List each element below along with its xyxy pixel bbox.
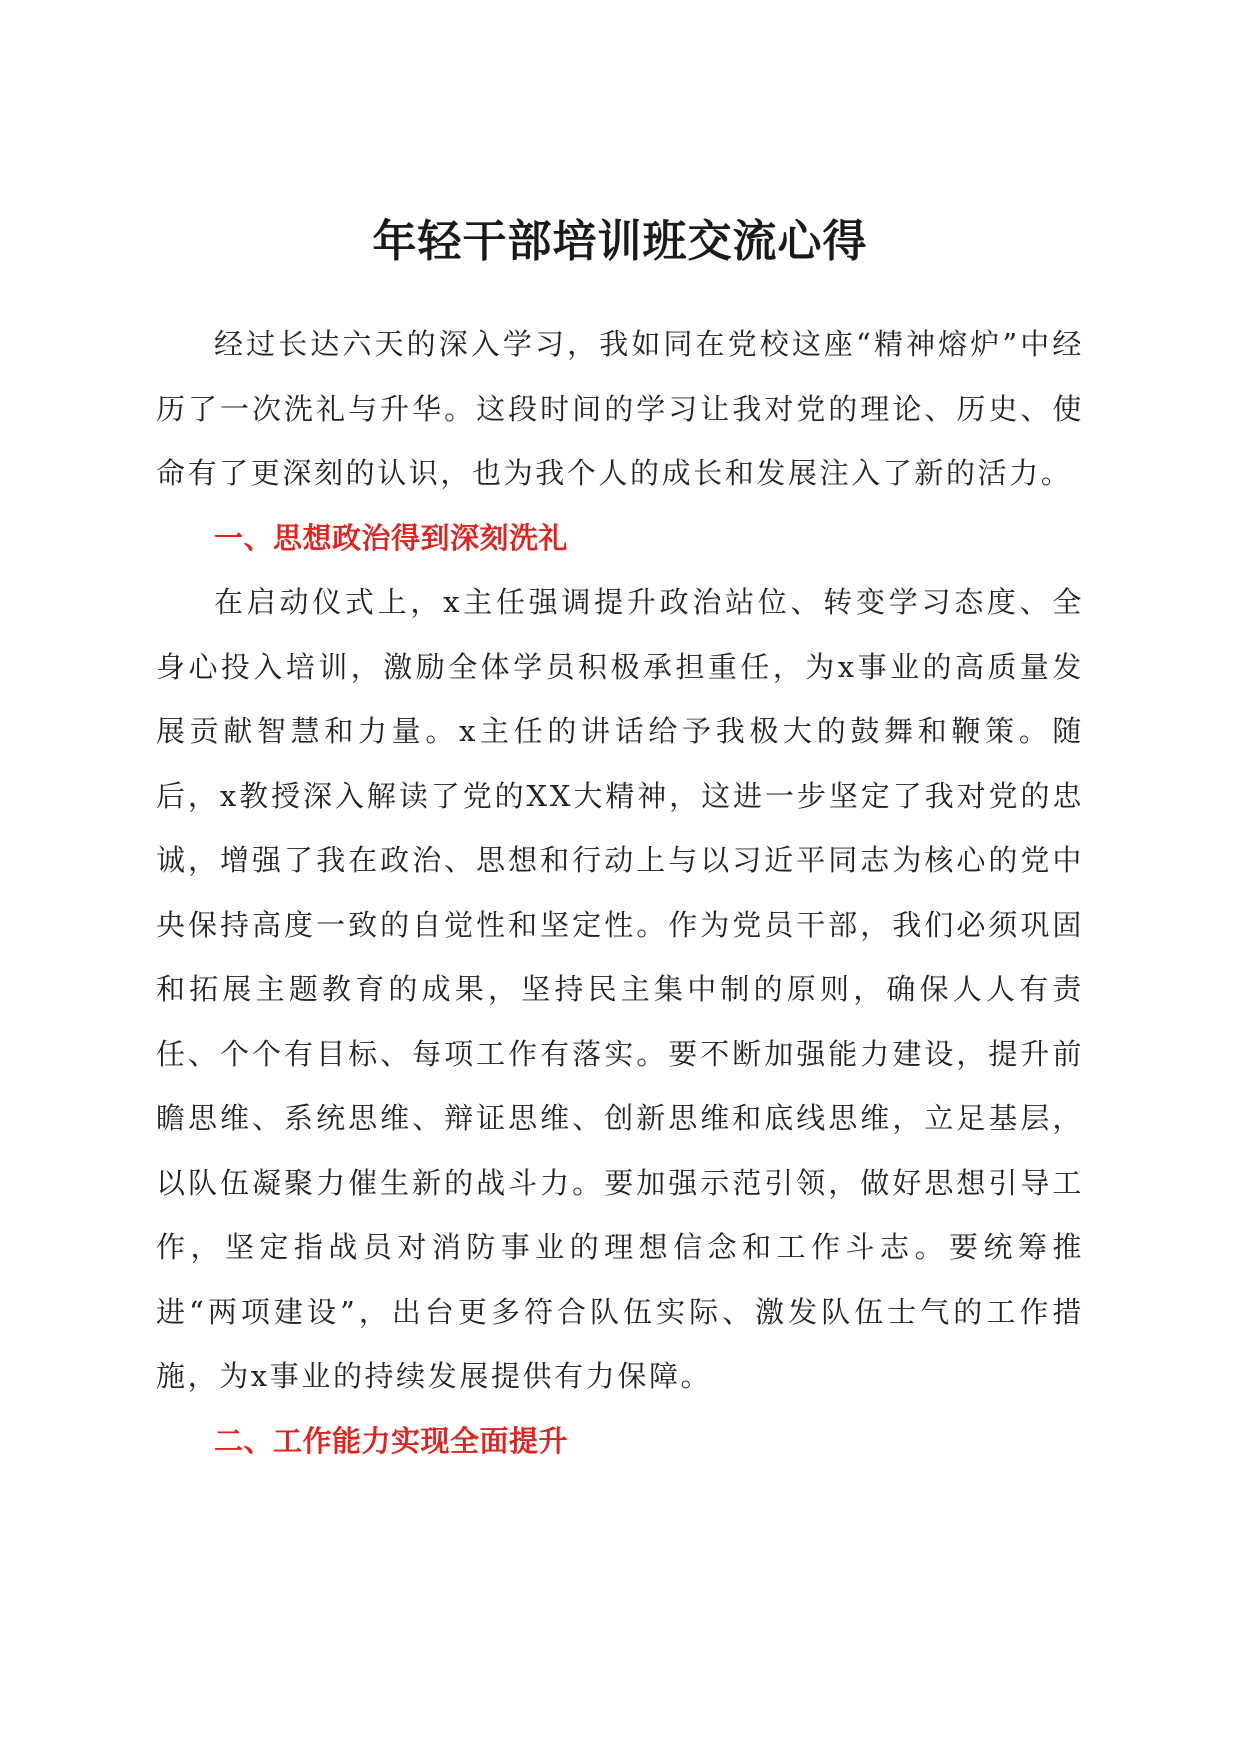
section-heading-2: 二、工作能力实现全面提升 — [214, 1423, 569, 1458]
document-body — [156, 312, 1084, 1473]
section-heading-1: 一、思想政治得到深刻洗礼 — [214, 520, 569, 555]
intro-paragraph: 经过长达六天的深入学习，我如同在党校这座“精神熔炉”中经历了一次洗礼与升华。这段时间的学习让我对党的理论、历史、使命有了更深刻的认识，也为我个人的成长和发展注入了新的活力。 — [156, 327, 1084, 490]
document-title: 年轻干部培训班交流心得 — [372, 216, 868, 267]
section-body-1: 在启动仪式上，x主任强调提升政治站位、转变学习态度、全身心投入培训，激励全体学员积极承担重任，为x事业的高质量发展贡献智慧和力量。x主任的讲话给予我极大的鼓舞和鞭策。随后，x教授深入解读了党的XX大精神，这进一步坚定了我对党的忠诚，增强了我在政治、思想和行动上与以习近平同志为核心的党中央保持高度一致的自觉性和坚定性。作为党员干部，我们必须巩固和拓展主题教育的成果，坚持民主集中制的原则，确保人人有责任、个个有目标、每项工作有落实。要不断加强能力建设，提升前瞻思维、系统思维、辩证思维、创新思维和底线思维，立足基层，以队伍凝聚力催生新的战斗力。要加强示范引领，做好思想引导工作，坚定指战员对消防事业的理想信念和工作斗志。要统筹推进“两项建设”，出台更多符合队伍实际、激发队伍士气的工作措施，为x事业的持续发展提供有力保障。 — [156, 585, 1084, 1393]
